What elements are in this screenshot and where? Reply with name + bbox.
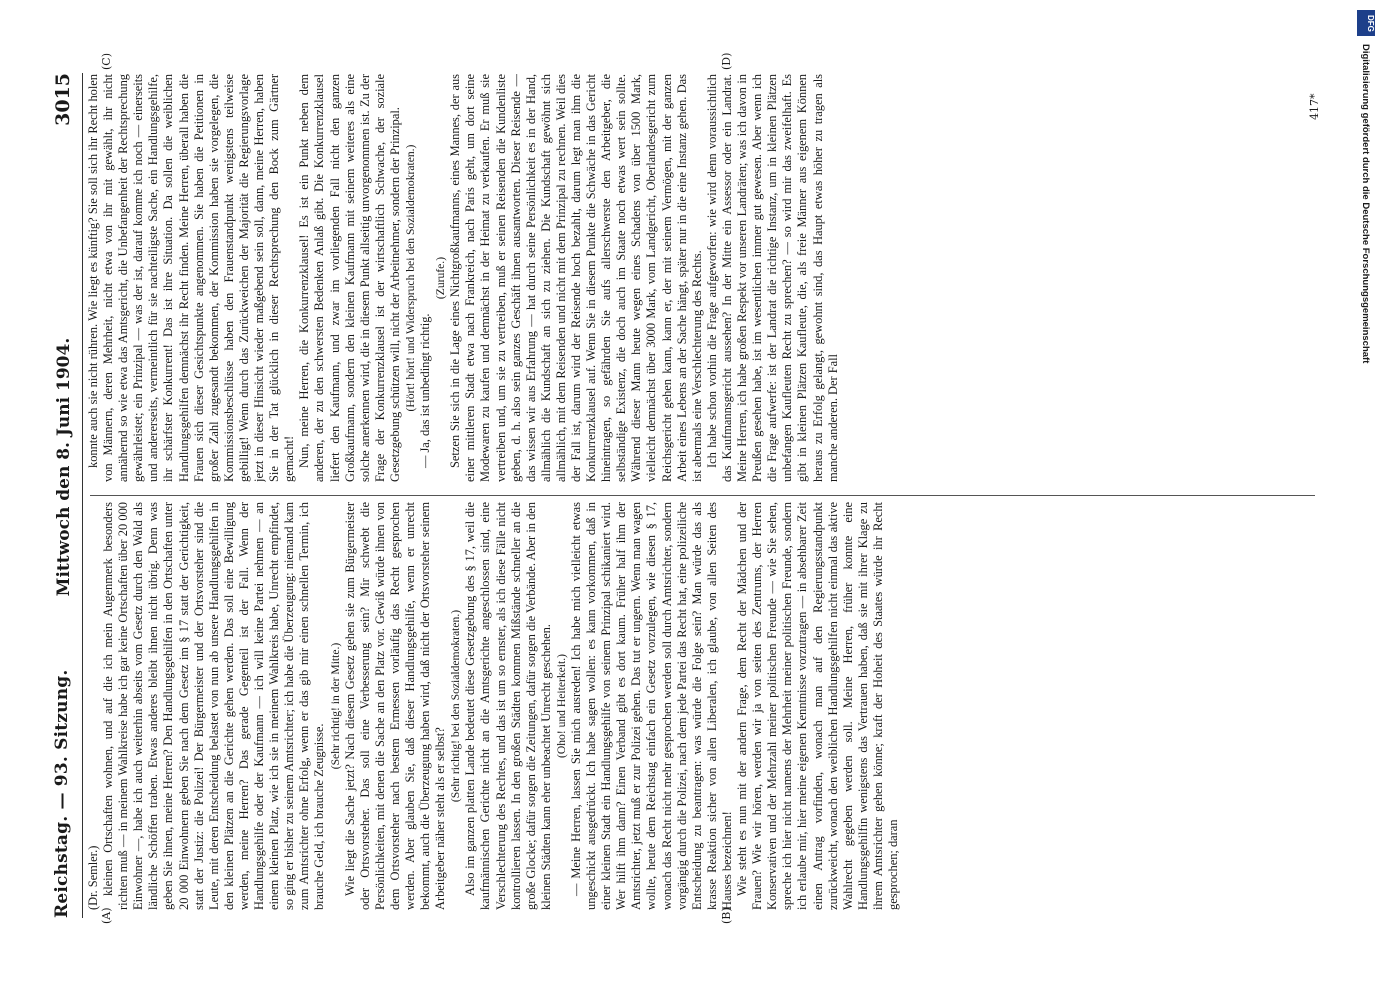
signature-code: 417*: [1308, 93, 1321, 120]
body-paragraph: kleinen Ortschaften wohnen, und auf die ich mein Augenmerk besonders richten muß — in meinem Wahlkreise habe ich gar keine Ortschaften über 20 000 Einwohner —, habe ich auch weiterhin abseits vom Gesetz durch den Wald als ländliche Schöffen traben. Etwas anderes bleibt ihnen nicht übrig. Denn was geben Sie ihnen, meine Herren? Den Handlungsgehilfen in den Ortschaften unter 20 000 Einwohnern geben Sie nach dem Gesetz im § 17 statt der Gerichtigkeit, statt der Justiz: die Polizei! Der Bürgermeister und der Ortsvorsteher sind die Leute, mit deren Entscheidung belastet von nun ab unsere Handlungsgehilfen in den kleinen Plätzen an die Gerichte gehen werden. Das soll eine Bewilligung werden, meine Herren? Das gerade Gegenteil ist der Fall. Wenn der Handlungsgehilfe oder der Kaufmann — ich will keine Partei nehmen — an einem kleinen Platz, wie ich sie in meinem Wahlkreis habe, Unrecht empfindet, so ging er bisher zu seinem Amtsrichter; ich habe die Überzeugung: niemand kam zum Amtsrichter ohne Erfolg, wenn er das gib mir einen schnellen Termin, ich brauche Geld, ich brauche Zeugnisse.: [101, 502, 327, 910]
body-paragraph: — Ja, das ist unbedingt richtig.: [418, 313, 433, 468]
margin-marker-c: (C): [100, 53, 113, 70]
margin-marker-b: (B): [720, 907, 733, 924]
stage-direction: (Zurufe.): [434, 256, 448, 300]
dfg-logo: DFG: [1357, 10, 1375, 36]
margin-marker-a: (A): [100, 907, 113, 924]
body-paragraph: Setzen Sie sich in die Lage eines Nichtgroßkaufmanns, eines Mannes, der aus einer mittleren Stadt etwa nach Frankreich, nach Paris geht, um dort seine Modewaren zu kaufen und demnächst in der Heimat zu verkaufen. Er muß sie vertreiben und, um sie zu vertreiben, muß er seinen Reisenden die Kundenliste geben, d. h. also sein ganzes Geschäft ihnen ausantworten. Dieser Reisende — das wissen wir aus Erfahrung — hat durch seine Persönlichkeit es in der Hand, allmählich die Kundschaft an sich zu ziehen. Die Kundschaft gewöhnt sich allmählich, mit dem Reisenden und nicht mit dem Prinzipal zu rechnen. Weil dies der Fall ist, darum wird der Reisende hoch bezahlt, darum legt man ihm die Konkurrenzklausel auf. Wenn Sie in diesem Punkte die Schwäche in das Gericht hineintragen, so gefährden Sie aufs allerschwerste den Arbeitgeber, die selbständige Existenz, die doch auch im Staate noch etwas wert sein sollte. Während dieser Mann heute wegen eines Schadens von über 1500 Mark, vielleicht demnächst über 3000 Mark, vom Landgericht, Oberlandesgericht zum Reichsgericht gehen kann, kann er, der mit seinem Vermögen, mit der ganzen Arbeit eines Lebens an der Sache hängt, später nur in die eine Instanz gehen. Das ist abermals eine Verschlechterung des Rechts.: [448, 74, 704, 482]
column-divider: [90, 495, 1315, 496]
body-paragraph: Ich habe schon vorhin die Frage aufgeworfen: wie wird denn voraussichtlich das Kaufmannsgericht aussehen? In der Mitte ein Assessor oder ein Landrat. Meine Herren, ich habe großen Respekt vor unseren Landräten; was ich davon in Preußen gesehen habe, ist im wesentlichen immer gut gewesen. Aber wenn ich die Frage aufwerfe: ist der Landrat die richtige Instanz, um in kleinen Plätzen unbefangen Kaufleuten Recht zu sprechen? — so wird mir das zweifelhaft. Es gibt in kleinen Plätzen Kaufleute, die, als freie Männer aus eigenem Können heraus zu Erfolg gelangt, gewohnt sind, das Haupt etwas höher zu tragen als manche anderen. Der Fall: [704, 74, 840, 482]
digitization-note-text: Digitalisierung gefördert durch die Deutsche Forschungsgemeinschaft: [1360, 44, 1371, 364]
left-text-column: [86, 502, 1316, 910]
body-paragraph: Wie steht es nun mit der andern Frage, dem Recht der Mädchen und der Frauen? Wie wir hören, werden wir ja von seiten des Zentrums, der Herren Konservativen und der Mehrzahl meiner politischen Freunde — wie Sie sehen, spreche ich hier nicht namens der Mehrheit meiner politischen Freunde, sondern ich erlaube mir, hier meine eigenen Kenntnisse vorzutragen — in absehbarer Zeit einen Antrag vorfinden, wonach man auf den Regierungsstandpunkt zurückweicht, wonach den weiblichen Handlungsgehilfen nicht einmal das aktive Wahlrecht gegeben werden soll. Meine Herren, früher konnte eine Handlungsgehilfin wenigstens das Vertrauen haben, daß sie mit ihrer Klage zu ihrem Amtsrichter gehen könne; kraft der Hoheit des Staates würde ihr Recht gesprochen; daran: [735, 502, 900, 910]
body-paragraph: konnte auch sie nicht rühren. Wie liegt es künftig? Sie soll sich ihr Recht holen von Männern, deren Mehrheit, nicht etwa von ihr mit gewählt, ihr nicht annähernd so wie etwa das Amtsgericht, die Unbefangenheit der Rechtsprechung gewährleistet; ein Prinzipal — was der ist, darauf komme ich noch — einerseits und andererseits, vermeintlich für sie nachteiligste Sache, ein Handlungsgehilfe, ihr schärfster Konkurrent! Das ist ihre Situation. Da sollen die weiblichen Handlungsgehilfen demnächst ihr Recht finden. Meine Herren, überall haben die Frauen sich dieser Gesichtspunkte angenommen. Sie haben die Petitionen in großer Zahl zugesandt bekommen, der Kommission haben sie vorgelegen, die Kommissionsbeschlüsse haben den Frauenstandpunkt wenigstens teilweise gebilligt! Wenn durch das Zurückweichen der Majorität die Regierungsvorlage jetzt in dieser Hinsicht wieder maßgebend sein soll, dann, meine Herren, haben Sie in der Tat glücklich in dieser Rechtsprechung den Bock zum Gärtner gemacht!: [86, 74, 297, 482]
speaker-label: (Dr. Semler.): [86, 845, 100, 910]
stage-direction: (Sehr richtig! in der Mitte.): [328, 642, 342, 770]
header-left-title: Reichstag. — 93. Sitzung.: [52, 669, 72, 918]
stage-direction: (Sehr richtig! bei den Sozialdemokraten.): [449, 609, 463, 803]
body-paragraph: Also im ganzen platten Lande bedeutet diese Gesetzgebung des § 17, weil die kaufmännischen Gerichte nicht an die Amtsgerichte angeschlossen sind, eine Verschlechterung des Rechtes, und das ist um so ernster, als ich diese Fälle nicht kontrollieren lassen. In den großen Städten kommen Mißstände schneller an die große Glocke; dafür sorgen die Zeitungen, dafür sorgen die Verbände. Aber in den kleinen Städten kann eher unbeachtet Unrecht geschehen.: [463, 502, 553, 910]
digitization-note: [1355, 44, 1375, 804]
margin-marker-d: (D): [720, 52, 733, 70]
header-rule: [82, 73, 83, 918]
body-paragraph: — Meine Herren, lassen Sie mich ausreden! Ich habe mich vielleicht etwas ungeschickt ausgedrückt. Ich habe sagen wollen: es kann vorkommen, daß in einer kleinen Stadt ein Handlungsgehilfe von seinem Prinzipal schikaniert wird. Wer hilft ihm dann? Einen Verband gibt es dort kaum. Früher half ihm der Amtsrichter, jetzt muß er zur Polizei gehen. Das tut er ungern. Wenn man wagen wollte, heute dem Reichstag einfach ein Gesetz vorzulegen, wie diesen § 17, wonach das Recht nicht mehr gesprochen werden soll durch Amtsrichter, sondern vorgängig durch die Polizei, nach dem jede Partei das Recht hat, eine polizeiliche Entscheidung zu beantragen: was würde die Folge sein? Man würde das als krasse Reaktion sicher von allen Liberalen, ich glaube, von allen Seiten des Hauses bezeichnen!: [569, 502, 734, 910]
page-number: 3015: [52, 73, 74, 126]
right-text-column: [86, 74, 1316, 482]
body-paragraph: Wie liegt die Sache jetzt? Nach diesem Gesetz gehen sie zum Bürgermeister oder Ortsvorsteher. Das soll eine Verbesserung sein? Mir schwebt die Persönlichkeiten, mit denen die Sache an den Platz vor. Gewiß würde ihnen von dem Ortsvorsteher nach bestem Ermessen vorläufig das Recht gesprochen werden. Aber glauben Sie, daß dieser Handlungsgehilfe, wenn er unrecht bekommt, auch die Überzeugung haben wird, daß nicht der Ortsvorsteher seinem Arbeitgeber näher steht als er selbst?: [342, 502, 448, 910]
stage-direction: (Hört! hört! und Widerspruch bei den Sozialdemokraten.): [403, 144, 417, 412]
stage-direction: (Oho! und Heiterkeit.): [554, 654, 568, 758]
header-right: [52, 73, 74, 596]
header-date: Mittwoch den 8. Juni 1904.: [54, 337, 74, 597]
body-paragraph: Nun, meine Herren, die Konkurrenzklausel! Es ist ein Punkt neben dem anderen, der zu den schwersten Bedenken Anlaß gibt. Die Konkurrenzklausel liefert den Kaufmann, und zwar im vorliegenden Fall nicht den ganzen Großkaufmann, sondern den kleinen Kaufmann mit seinem weiteres als eine solche anerkennen wird, die in diesem Punkt allseitig unvorgenommen ist. Zu der Frage der Konkurrenzklausel ist der wirtschaftlich Schwache, der soziale Gesetzgebung schützen will, nicht der Arbeitnehmer, sondern der Prinzipal.: [297, 74, 402, 482]
page-header: [52, 73, 78, 918]
